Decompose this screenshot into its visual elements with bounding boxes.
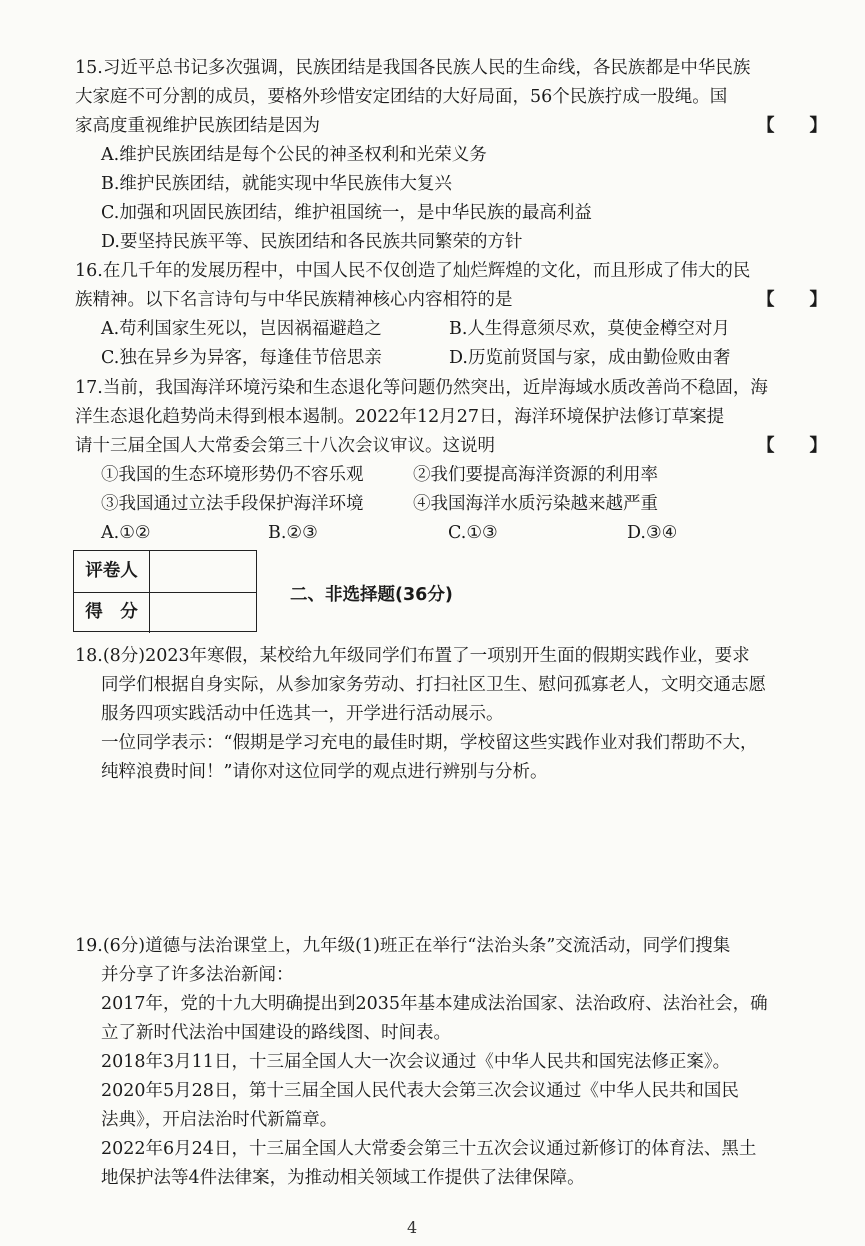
q19-line-1: 19.(6分)道德与法治课堂上，九年级(1)班正在举行“法治头条”交流活动，同学们搜集 (75, 936, 731, 956)
page-number: 4 (407, 1218, 418, 1237)
q18-line-5: 纯粹浪费时间！”请你对这位同学的观点进行辨别与分析。 (101, 762, 548, 782)
q16-answer-bracket[interactable]: 【 】 (757, 290, 827, 310)
q17-line-2: 洋生态退化趋势尚未得到根本遏制。2022年12月27日，海洋环境保护法修订草案提 (75, 407, 725, 427)
q17-option-a: A.①② (101, 523, 151, 543)
section-2-title: 二、非选择题(36分) (290, 585, 453, 605)
q17-statement-3: ③我国通过立法手段保护海洋环境 (101, 494, 364, 514)
q19-line-5: 2018年3月11日，十三届全国人大一次会议通过《中华人民共和国宪法修正案》。 (101, 1052, 731, 1072)
q16-line-2: 族精神。以下名言诗句与中华民族精神核心内容相符的是 (75, 290, 513, 310)
q17-option-d: D.③④ (627, 523, 678, 543)
q19-line-4: 立了新时代法治中国建设的路线图、时间表。 (101, 1023, 451, 1043)
q17-answer-bracket[interactable]: 【 】 (757, 436, 827, 456)
q16-option-b: B.人生得意须尽欢，莫使金樽空对月 (449, 319, 730, 339)
q17-line-3: 请十三届全国人大常委会第三十八次会议审议。这说明 (75, 436, 495, 456)
q17-line-1: 17.当前，我国海洋环境污染和生态退化等问题仍然突出，近岸海域水质改善尚不稳固，海 (75, 378, 768, 398)
q19-line-9: 地保护法等4件法律案，为推动相关领域工作提供了法律保障。 (101, 1168, 585, 1188)
q16-option-d: D.历览前贤国与家，成由勤俭败由奢 (449, 348, 731, 368)
q16-option-a: A.苟利国家生死以，岂因祸福避趋之 (101, 319, 382, 339)
q18-line-4: 一位同学表示：“假期是学习充电的最佳时期，学校留这些实践作业对我们帮助不大， (101, 733, 758, 753)
q16-option-c: C.独在异乡为异客，每逢佳节倍思亲 (101, 348, 382, 368)
score-table (73, 550, 257, 632)
q19-line-3: 2017年，党的十九大明确提出到2035年基本建成法治国家、法治政府、法治社会，确 (101, 994, 768, 1014)
q15-option-a: A.维护民族团结是每个公民的神圣权利和光荣义务 (101, 145, 487, 165)
q17-option-c: C.①③ (448, 523, 498, 543)
q19-line-2: 并分享了许多法治新闻： (101, 965, 294, 985)
q17-statement-4: ④我国海洋水质污染越来越严重 (413, 494, 658, 514)
score-table-reviewer-row (74, 551, 256, 593)
q15-line-1: 15.习近平总书记多次强调，民族团结是我国各民族人民的生命线，各民族都是中华民族 (75, 58, 751, 78)
q15-line-2: 大家庭不可分割的成员，要格外珍惜安定团结的大好局面，56个民族拧成一股绳。国 (75, 87, 728, 107)
score-table-score-row (74, 592, 256, 633)
q17-option-b: B.②③ (268, 523, 318, 543)
q17-statement-2: ②我们要提高海洋资源的利用率 (413, 465, 658, 485)
q19-line-6: 2020年5月28日，第十三届全国人民代表大会第三次会议通过《中华人民共和国民 (101, 1081, 739, 1101)
q15-answer-bracket[interactable]: 【 】 (757, 116, 827, 136)
q19-line-8: 2022年6月24日，十三届全国人大常委会第三十五次会议通过新修订的体育法、黑土 (101, 1139, 757, 1159)
q15-option-d: D.要坚持民族平等、民族团结和各民族共同繁荣的方针 (101, 232, 523, 252)
q15-line-3: 家高度重视维护民族团结是因为 (75, 116, 320, 136)
q15-option-c: C.加强和巩固民族团结，维护祖国统一，是中华民族的最高利益 (101, 203, 592, 223)
q19-line-7: 法典》，开启法治时代新篇章。 (101, 1110, 338, 1130)
q18-line-2: 同学们根据自身实际，从参加家务劳动、打扫社区卫生、慰问孤寡老人，文明交通志愿 (101, 675, 766, 695)
q18-line-1: 18.(8分)2023年寒假，某校给九年级同学们布置了一项别开生面的假期实践作业，要求 (75, 646, 750, 666)
q16-line-1: 16.在几千年的发展历程中，中国人民不仅创造了灿烂辉煌的文化，而且形成了伟大的民 (75, 261, 751, 281)
reviewer-label: 评卷人 (74, 551, 150, 592)
q15-option-b: B.维护民族团结，就能实现中华民族伟大复兴 (101, 174, 452, 194)
q18-line-3: 服务四项实践活动中任选其一，开学进行活动展示。 (101, 704, 504, 724)
q17-statement-1: ①我国的生态环境形势仍不容乐观 (101, 465, 364, 485)
score-label: 得 分 (74, 592, 150, 633)
